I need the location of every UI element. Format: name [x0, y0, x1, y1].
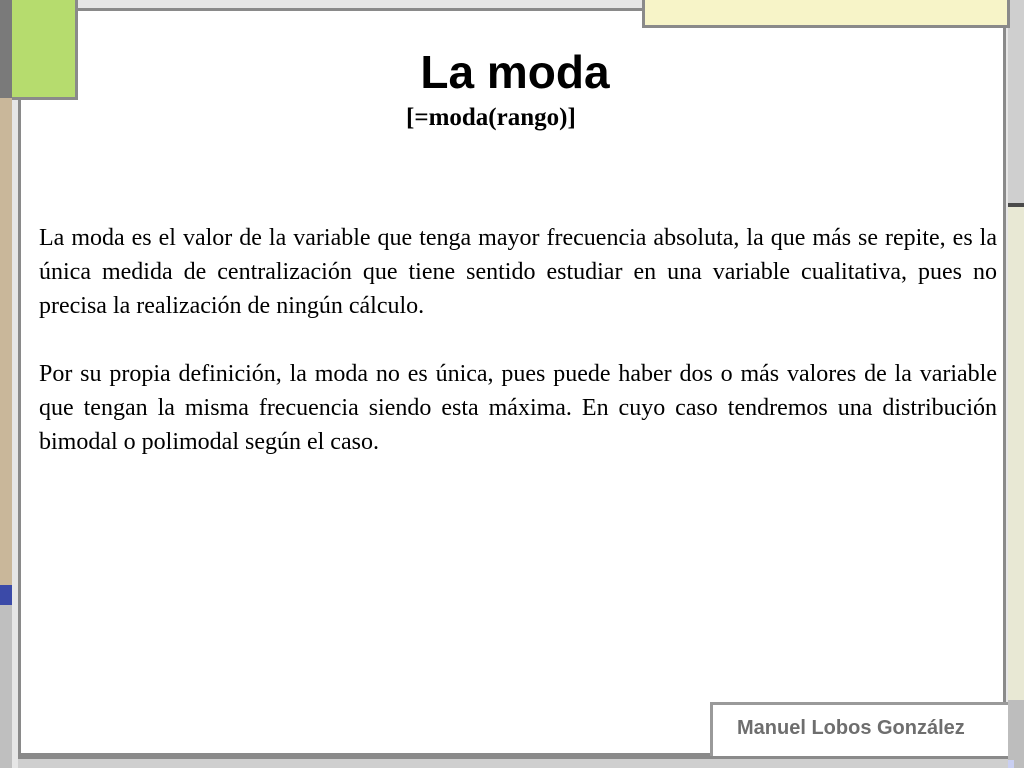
paragraph-multimodal: Por su propia definición, la moda no es única, pues puede haber dos o más valores de la variable que tengan la misma frecuencia siendo esta máxima. En cuyo caso tendremos una distribución bimodal o polimodal según el caso.	[39, 361, 997, 455]
slide-subtitle: [=moda(rango)]	[406, 104, 576, 131]
bottom-decorative-bar	[18, 756, 1008, 768]
slide-body	[39, 221, 997, 493]
top-left-green-block	[12, 0, 78, 100]
slide-title: La moda	[420, 46, 610, 98]
top-right-yellow-block	[642, 0, 1010, 28]
left-decorative-strip	[0, 0, 12, 768]
author-label: Manuel Lobos González	[710, 702, 1008, 756]
paragraph-definition: La moda es el valor de la variable que tenga mayor frecuencia absoluta, la que más se repite, es la única medida de centralización que tiene sentido estudiar en una variable cualitativa, pues no precisa la realización de ningún cálculo.	[39, 225, 997, 319]
right-decorative-strip	[1008, 0, 1024, 768]
slide-panel	[18, 8, 1006, 756]
